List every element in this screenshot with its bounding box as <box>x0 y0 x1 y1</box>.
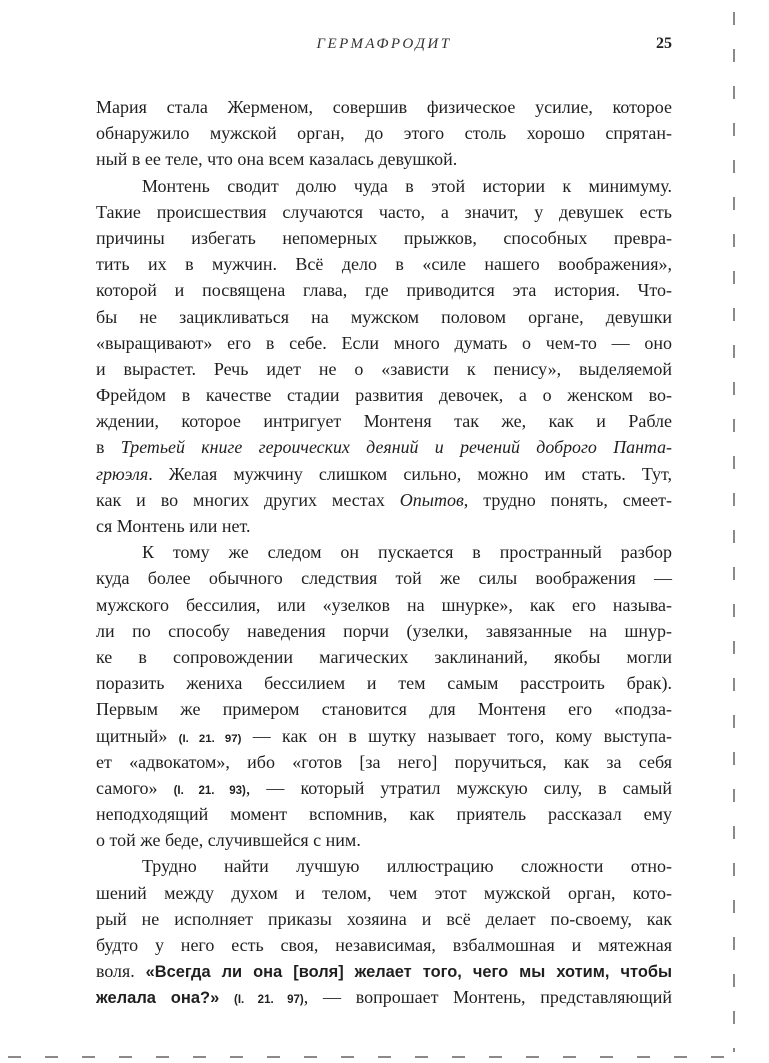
text-line: Монтень сводит долю чуда в этой истории к минимуму. <box>142 175 672 196</box>
text-line: ли по способу наведения порчи (узелки, завязанные на шнур- <box>96 620 672 641</box>
text-line: ждении, которое интригует Монтеня так же, как и Рабле <box>96 411 672 432</box>
text-line: Мария стала Жерменом, совершив физическое усилие, которое <box>96 97 672 117</box>
text-line: бы не зацикливаться на мужском половом органе, девушки <box>96 306 672 327</box>
text-line: желала она?» (I. 21. 97), — вопрошает Монтень, представляющий <box>96 987 672 1008</box>
crop-mark-right <box>733 12 735 1052</box>
running-title: ГЕРМАФРОДИТ <box>316 36 452 52</box>
text-line: будто у него есть своя, независимая, взбалмошная и мятежная <box>96 935 672 955</box>
text-line: причины избегать непомерных прыжков, способных превра- <box>96 227 672 248</box>
crop-mark-bottom <box>8 1056 738 1058</box>
citation-ref: (I. 21. 93) <box>173 784 246 797</box>
text-line: воля. «Всегда ли она [воля] желает того, чего мы хотим, чтобы <box>96 961 673 982</box>
text-line: о той же беде, случившейся с ним. <box>96 830 361 851</box>
text-line: самого» (I. 21. 93), — который утратил мужскую силу, в самый <box>96 777 672 798</box>
text-line: Фрейдом в качестве стадии развития девочек, а о женском во- <box>96 385 672 406</box>
text-line: ный в ее теле, что она всем казалась девушкой. <box>96 149 458 170</box>
text-line: в Третьей книге героических деяний и речений доброго Панта- <box>96 437 672 458</box>
text-line: щитный» (I. 21. 97) — как он в шутку называет того, кому выступа- <box>96 725 672 746</box>
text-line: ет «адвокатом», ибо «готов [за него] поручиться, как за себя <box>96 751 672 772</box>
page-number: 25 <box>656 35 672 52</box>
text-line: ся Монтень или нет. <box>96 516 251 536</box>
quote-bold: «Всегда ли она [воля] желает того, чего мы хотим, чтобы <box>145 963 673 982</box>
text-line: «выращивают» его в себе. Если много думать о чем-то — оно <box>96 332 672 353</box>
book-title: Третьей книге героических деяний и речений доброго Панта- <box>120 437 672 458</box>
quote-bold: желала она?» <box>96 989 220 1008</box>
citation-ref: (I. 21. 97) <box>234 994 304 1007</box>
text-line: Трудно найти лучшую иллюстрацию сложности отно- <box>142 856 672 877</box>
text-line: ке в сопровождении магических заклинаний, якобы могли <box>96 646 672 667</box>
text-line: которой и посвящена глава, где приводится эта история. Что- <box>96 280 672 301</box>
text-line: К тому же следом он пускается в пространный разбор <box>142 542 672 563</box>
text-line: и вырастет. Речь идет не о «зависти к пенису», выделяемой <box>96 358 672 379</box>
text-line: мужского бессилия, или «узелков на шнурке», как его называ- <box>96 594 672 615</box>
text-line: обнаружило мужской орган, до этого столь хорошо спрятан- <box>96 123 672 144</box>
text-line: как и во многих других местах Опытов, трудно понять, смеет- <box>96 489 672 510</box>
text-line: тить их в мужчин. Всё дело в «силе нашего воображения», <box>96 254 672 275</box>
text-line: поразить жениха бессилием и тем самым расстроить брак). <box>96 673 672 694</box>
text-line: грюэля. Желая мужчину слишком сильно, можно им стать. Тут, <box>96 463 672 484</box>
text-line: неподходящий момент вспомнив, как приятель рассказал ему <box>96 804 672 825</box>
text-line: Первым же примером становится для Монтеня его «подза- <box>96 699 672 720</box>
text-line: шений между духом и телом, чем этот мужской орган, кото- <box>96 882 672 903</box>
text-line: куда более обычного следствия той же силы воображения — <box>96 568 672 589</box>
body-text <box>96 94 672 1011</box>
running-header <box>96 36 672 56</box>
book-title: Опытов <box>399 489 464 510</box>
text-line: Такие происшествия случаются часто, а значит, у девушек есть <box>96 201 672 222</box>
text-line: рый не исполняет приказы хозяина и всё делает по-своему, как <box>96 908 672 929</box>
citation-ref: (I. 21. 97) <box>178 732 242 745</box>
book-title: грюэля <box>96 463 149 484</box>
